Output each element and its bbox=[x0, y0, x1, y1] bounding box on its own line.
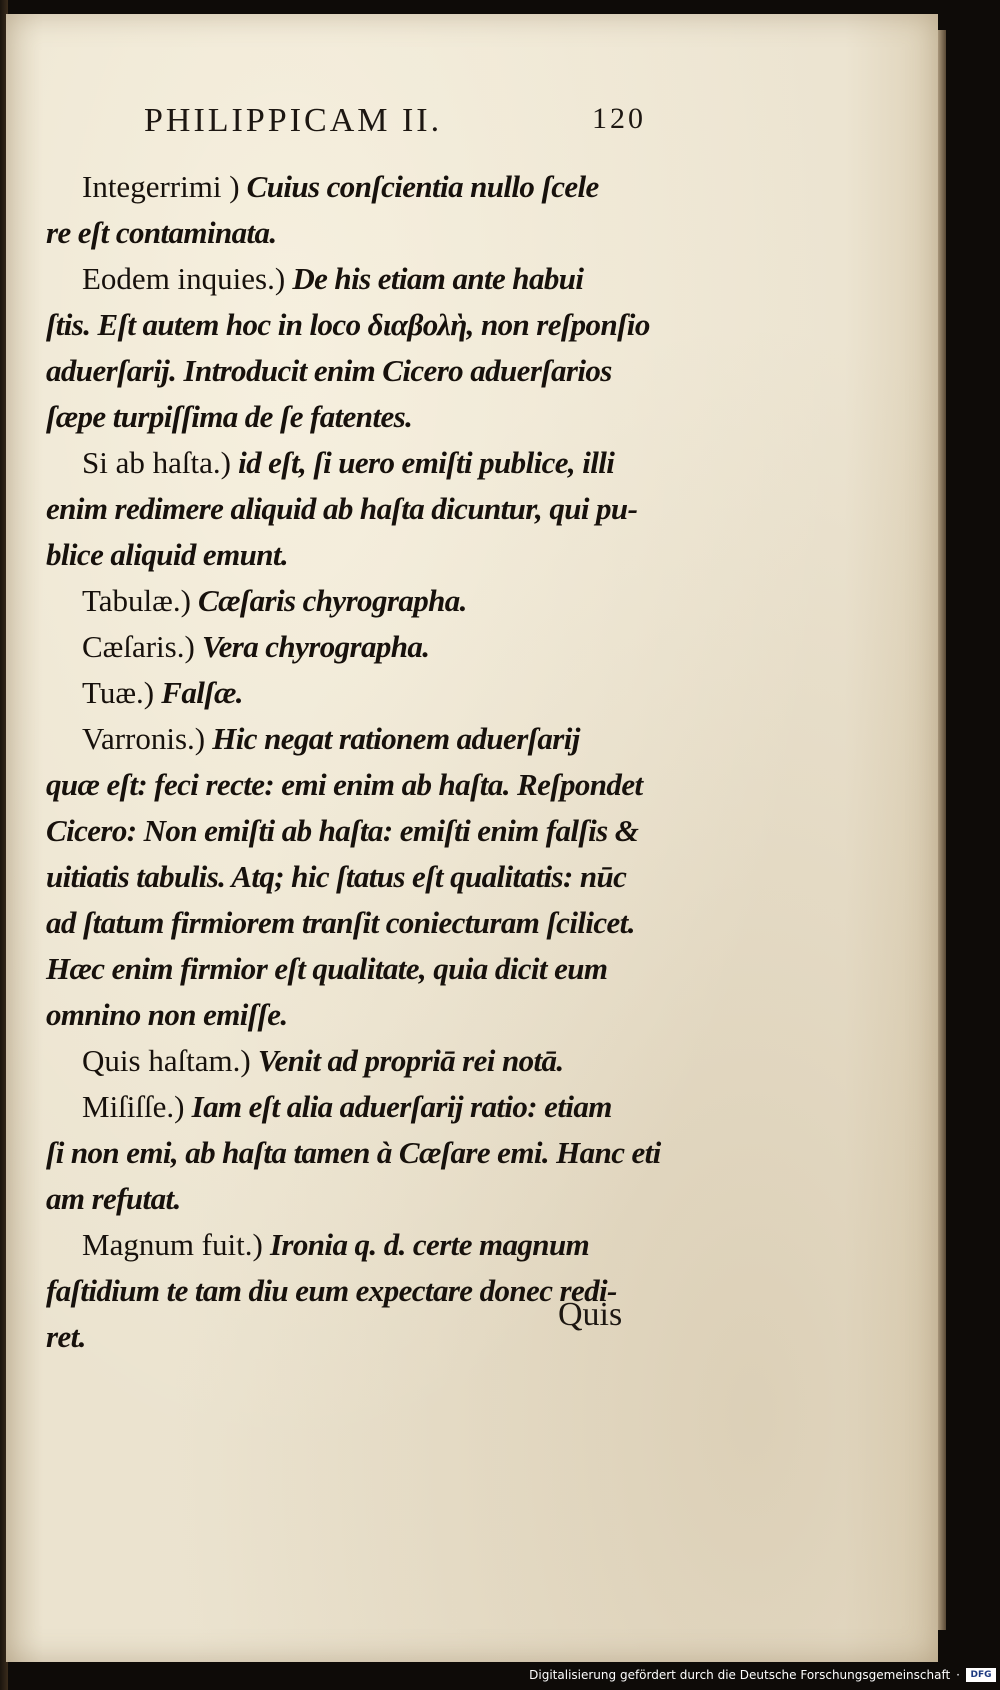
lemma: Tabulæ.) bbox=[82, 583, 191, 618]
gloss: Venit ad propriā rei notā. bbox=[250, 1043, 564, 1078]
gloss: am refutat. bbox=[46, 1181, 181, 1216]
gloss: enim redimere aliquid ab haſta dicuntur, qui pu- bbox=[46, 491, 638, 526]
text-line bbox=[46, 578, 696, 624]
gloss: Hæc enim firmior eſt qualitate, quia dicit eum bbox=[46, 951, 608, 986]
text-line bbox=[46, 164, 696, 210]
gloss: ſi non emi, ab haſta tamen à Cæſare emi. Hanc eti bbox=[46, 1135, 661, 1170]
lemma: Varronis.) bbox=[82, 721, 206, 756]
text-line bbox=[46, 1084, 696, 1130]
text-line bbox=[46, 624, 696, 670]
gloss: omnino non emiſſe. bbox=[46, 997, 288, 1032]
gloss: Cuius conſcientia nullo ſcele bbox=[239, 169, 599, 204]
gloss: Cæſaris chyrographa. bbox=[190, 583, 467, 618]
text-line bbox=[46, 1130, 696, 1176]
running-title: PHILIPPICAM II. bbox=[144, 102, 443, 139]
text-line bbox=[46, 716, 696, 762]
credit-text: Digitalisierung gefördert durch die Deutsche Forschungsgemeinschaft bbox=[529, 1668, 951, 1682]
gloss: blice aliquid emunt. bbox=[46, 537, 289, 572]
text-line bbox=[46, 302, 696, 348]
gloss: aduerſarij. Introducit enim Cicero aduerſarios bbox=[46, 353, 612, 388]
text-line bbox=[46, 854, 696, 900]
text-line bbox=[46, 394, 696, 440]
digitization-credit: Digitalisierung gefördert durch die Deutsche Forschungsgemeinschaft · DFG bbox=[529, 1664, 996, 1686]
gloss: Hic negat rationem aduerſarij bbox=[205, 721, 580, 756]
gloss: uitiatis tabulis. Atq; hic ſtatus eſt qualitatis: nūc bbox=[46, 859, 627, 894]
gloss: ret. bbox=[46, 1319, 86, 1354]
text-line bbox=[46, 440, 696, 486]
lemma: Cæſaris.) bbox=[82, 629, 195, 664]
text-line bbox=[46, 486, 696, 532]
text-line bbox=[46, 900, 696, 946]
page-edge bbox=[938, 30, 946, 1630]
text-line bbox=[46, 1222, 696, 1268]
gloss: ſtis. Eſt autem hoc in loco διαβολὴ, non reſponſio bbox=[46, 307, 650, 342]
text-line bbox=[46, 992, 696, 1038]
folio-number: 120 bbox=[592, 102, 646, 135]
text-line bbox=[46, 808, 696, 854]
text-line bbox=[46, 670, 696, 716]
lemma: Si ab haſta.) bbox=[82, 445, 231, 480]
text-line bbox=[46, 210, 696, 256]
gloss: re eſt contaminata. bbox=[46, 215, 277, 250]
page-header bbox=[144, 102, 664, 152]
lemma: Quis haſtam.) bbox=[82, 1043, 251, 1078]
text-line bbox=[46, 256, 696, 302]
gloss: Iam eſt alia aduerſarij ratio: etiam bbox=[184, 1089, 612, 1124]
gloss: Vera chyrographa. bbox=[194, 629, 430, 664]
gloss: ſæpe turpiſſima de ſe fatentes. bbox=[46, 399, 413, 434]
gloss: Cicero: Non emiſti ab haſta: emiſti enim falſis & bbox=[46, 813, 639, 848]
gloss: quæ eſt: feci recte: emi enim ab haſta. Reſpondet bbox=[46, 767, 643, 802]
commentary-text bbox=[46, 164, 696, 1360]
catchword: Quis bbox=[558, 1296, 623, 1333]
gloss: faſtidium te tam diu eum expectare donec redi- bbox=[46, 1273, 617, 1308]
text-line bbox=[46, 762, 696, 808]
gloss: ad ſtatum firmiorem tranſit coniecturam ſcilicet. bbox=[46, 905, 635, 940]
text-line bbox=[46, 1176, 696, 1222]
gloss: De his etiam ante habui bbox=[285, 261, 584, 296]
text-line bbox=[46, 532, 696, 578]
gloss: Ironia q. d. certe magnum bbox=[262, 1227, 590, 1262]
text-line bbox=[46, 348, 696, 394]
book-page bbox=[6, 14, 938, 1662]
gloss: id eſt, ſi uero emiſti publice, illi bbox=[230, 445, 615, 480]
gloss: Falſæ. bbox=[154, 675, 243, 710]
lemma: Miſiſſe.) bbox=[82, 1089, 185, 1124]
lemma: Tuæ.) bbox=[82, 675, 155, 710]
lemma: Magnum fuit.) bbox=[82, 1227, 263, 1262]
text-line bbox=[46, 946, 696, 992]
lemma: Integerrimi ) bbox=[82, 169, 240, 204]
dfg-logo-icon: DFG bbox=[966, 1668, 996, 1682]
lemma: Eodem inquies.) bbox=[82, 261, 286, 296]
text-line bbox=[46, 1038, 696, 1084]
